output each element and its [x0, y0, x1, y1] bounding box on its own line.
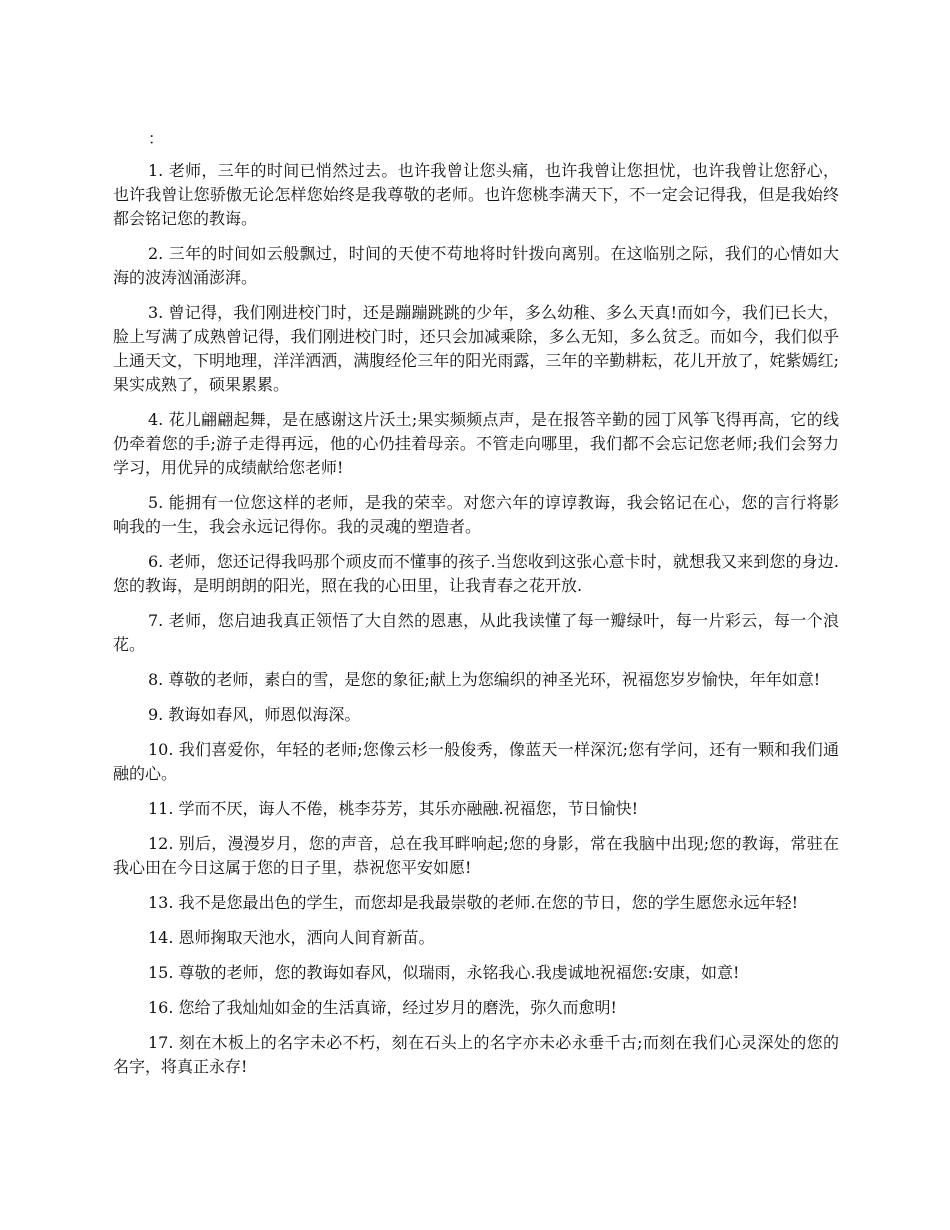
- paragraph-2: 2. 三年的时间如云般飘过，时间的天使不苟地将时针拨向离别。在这临别之际，我们的心情如大海的波涛汹涌澎湃。: [113, 244, 839, 287]
- paragraph-16: 16. 您给了我灿灿如金的生活真谛，经过岁月的磨洗，弥久而愈明!: [148, 998, 617, 1017]
- paragraph-7: 7. 老师，您启迪我真正领悟了大自然的恩惠，从此我读懂了每一瓣绿叶，每一片彩云，每一个浪花。: [113, 611, 839, 654]
- paragraph-14: 14. 恩师掬取天池水，洒向人间育新苗。: [148, 928, 435, 947]
- intro-colon: ：: [148, 129, 165, 148]
- paragraph-3: 3. 曾记得，我们刚进校门时，还是蹦蹦跳跳的少年，多么幼稚、多么天真!而如今，我们已长大，脸上写满了成熟曾记得，我们刚进校门时，还只会加减乘除，多么无知，多么贫乏。而如今，我们似乎上通天文，下明地理，洋洋洒洒，满腹经伦三年的阳光雨露，三年的辛勤耕耘，花儿开放了，姹紫嫣红;果实成熟了，硕果累累。: [113, 303, 839, 394]
- paragraph-13: 13. 我不是您最出色的学生，而您却是我最崇敬的老师.在您的节日，您的学生愿您永远年轻!: [148, 893, 799, 912]
- paragraph-17: 17. 刻在木板上的名字未必不朽，刻在石头上的名字亦未必永垂千古;而刻在我们心灵深处的您的名字，将真正永存!: [113, 1033, 839, 1076]
- paragraph-5: 5. 能拥有一位您这样的老师，是我的荣幸。对您六年的谆谆教诲，我会铭记在心，您的言行将影响我的一生，我会永远记得你。我的灵魂的塑造者。: [113, 493, 839, 536]
- paragraph-9: 9. 教诲如春风，师恩似海深。: [148, 705, 361, 724]
- paragraph-10: 10. 我们喜爱你，年轻的老师;您像云杉一般俊秀，像蓝天一样深沉;您有学问，还有一颗和我们通融的心。: [113, 740, 839, 783]
- paragraph-6: 6. 老师，您还记得我吗那个顽皮而不懂事的孩子.当您收到这张心意卡时，就想我又来到您的身边.您的教诲，是明朗朗的阳光，照在我的心田里，让我青春之花开放.: [113, 552, 839, 595]
- document-page: [113, 127, 839, 1090]
- paragraph-4: 4. 花儿翩翩起舞，是在感谢这片沃土;果实频频点声，是在报答辛勤的园丁风筝飞得再高，它的线仍牵着您的手;游子走得再远，他的心仍挂着母亲。不管走向哪里，我们都不会忘记您老师;我们会努力学习，用优异的成绩献给您老师!: [113, 410, 839, 477]
- paragraph-1: 1. 老师，三年的时间已悄然过去。也许我曾让您头痛，也许我曾让您担忧，也许我曾让您舒心，也许我曾让您骄傲无论怎样您始终是我尊敬的老师。也许您桃李满天下，不一定会记得我，但是我始终都会铭记您的教诲。: [113, 161, 839, 228]
- paragraph-12: 12. 别后，漫漫岁月，您的声音，总在我耳畔响起;您的身影，常在我脑中出现;您的教诲，常驻在我心田在今日这属于您的日子里，恭祝您平安如愿!: [113, 834, 839, 877]
- paragraph-8: 8. 尊敬的老师，素白的雪，是您的象征;献上为您编织的神圣光环，祝福您岁岁愉快，年年如意!: [148, 670, 821, 689]
- paragraph-15: 15. 尊敬的老师，您的教诲如春风，似瑞雨，永铭我心.我虔诚地祝福您:安康，如意!: [148, 963, 740, 982]
- paragraph-11: 11. 学而不厌，诲人不倦，桃李芬芳，其乐亦融融.祝福您，节日愉快!: [148, 799, 639, 818]
